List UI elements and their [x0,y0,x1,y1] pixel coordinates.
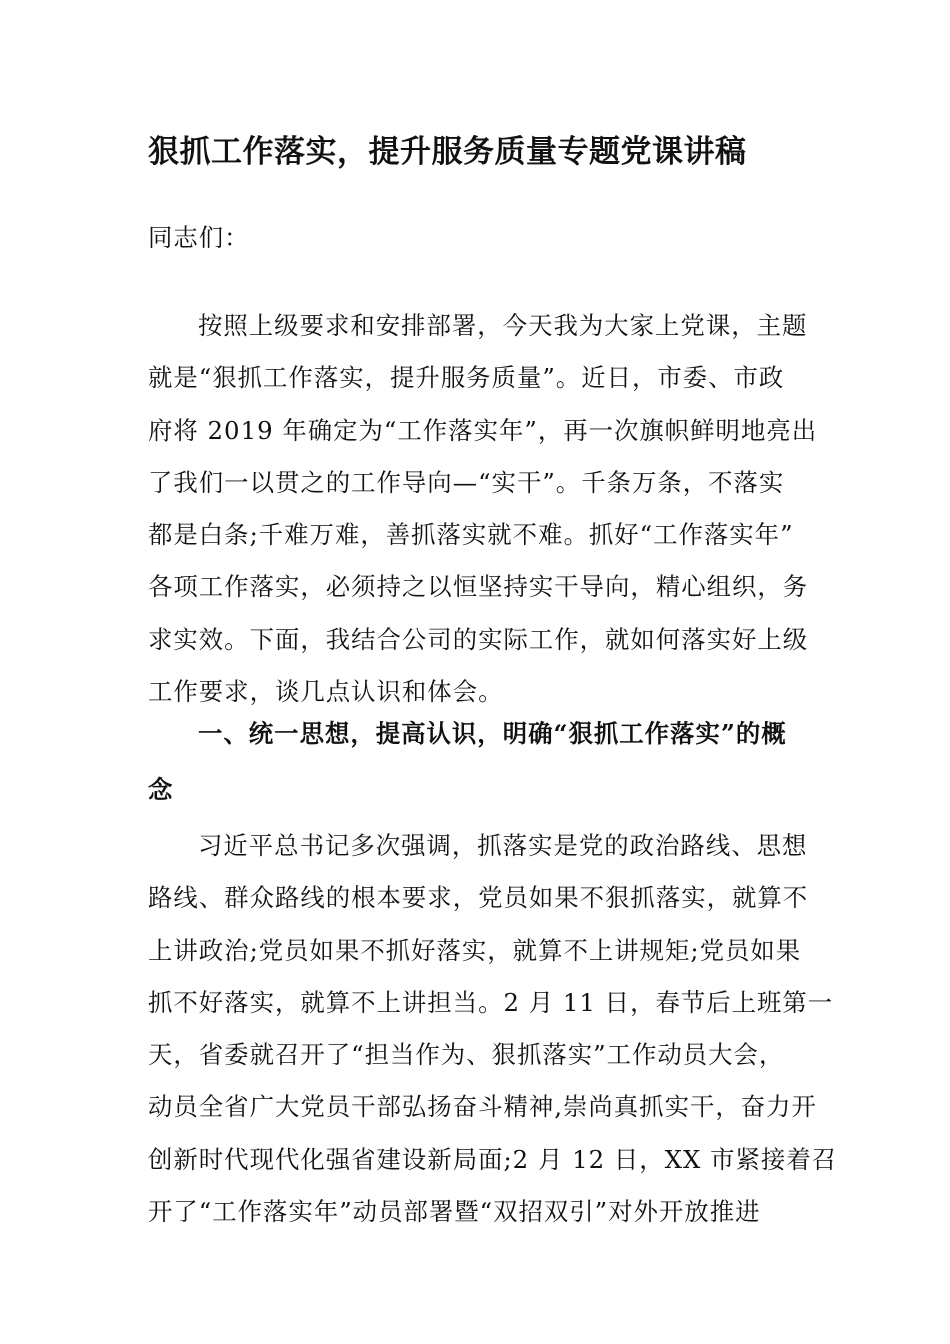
section-heading-1 [148,706,800,818]
paragraph-line: 就是“狠抓工作落实，提升服务质量”。近日，市委、市政 [148,363,785,393]
paragraph-line: 都是白条;千难万难，善抓落实就不难。抓好“工作落实年” [148,520,794,550]
paragraph-line: 求实效。下面，我结合公司的实际工作，就如何落实好上级 [148,624,809,654]
paragraph-line: 创新时代现代化强省建设新局面;2 月 12 日，XX 市紧接着召 [148,1144,838,1174]
paragraph-line: 抓不好落实，就算不上讲担当。2 月 11 日，春节后上班第一 [148,987,834,1017]
paragraph-line: 府将 2019 年确定为“工作落实年”，再一次旗帜鲜明地亮出 [148,415,818,445]
paragraph-line: 了我们一以贯之的工作导向—“实干”。千条万条，不落实 [148,467,785,497]
paragraph-intro [148,300,818,718]
paragraph-line: 天，省委就召开了“担当作为、狠抓落实”工作动员大会， [148,1040,785,1070]
document-title: 狠抓工作落实，提升服务质量专题党课讲稿 [148,134,747,170]
paragraph-line: 路线、群众路线的根本要求，党员如果不狠抓落实，就算不 [148,883,809,913]
paragraph-line: 动员全省广大党员干部弘扬奋斗精神,崇尚真抓实干，奋力开 [148,1092,817,1122]
paragraph-line: 按照上级要求和安排部署，今天我为大家上党课，主题 [198,311,808,340]
paragraph-line: 各项工作落实，必须持之以恒坚持实干导向，精心组织，务 [148,572,809,602]
paragraph-line: 工作要求，谈几点认识和体会。 [148,677,504,707]
salutation-text: 同志们： [148,223,250,252]
paragraph-line: 开了“工作落实年”动员部署暨“双招双引”对外开放推进 [148,1197,761,1227]
heading-line: 念 [148,775,174,804]
paragraph-line: 习近平总书记多次强调，抓落实是党的政治路线、思想 [198,831,808,860]
paragraph-line: 上讲政治;党员如果不抓好落实，就算不上讲规矩;党员如果 [148,935,802,965]
heading-line: 一、统一思想，提高认识，明确“狠抓工作落实”的概 [198,719,787,748]
paragraph-section-1 [148,820,838,1238]
salutation [148,212,800,264]
